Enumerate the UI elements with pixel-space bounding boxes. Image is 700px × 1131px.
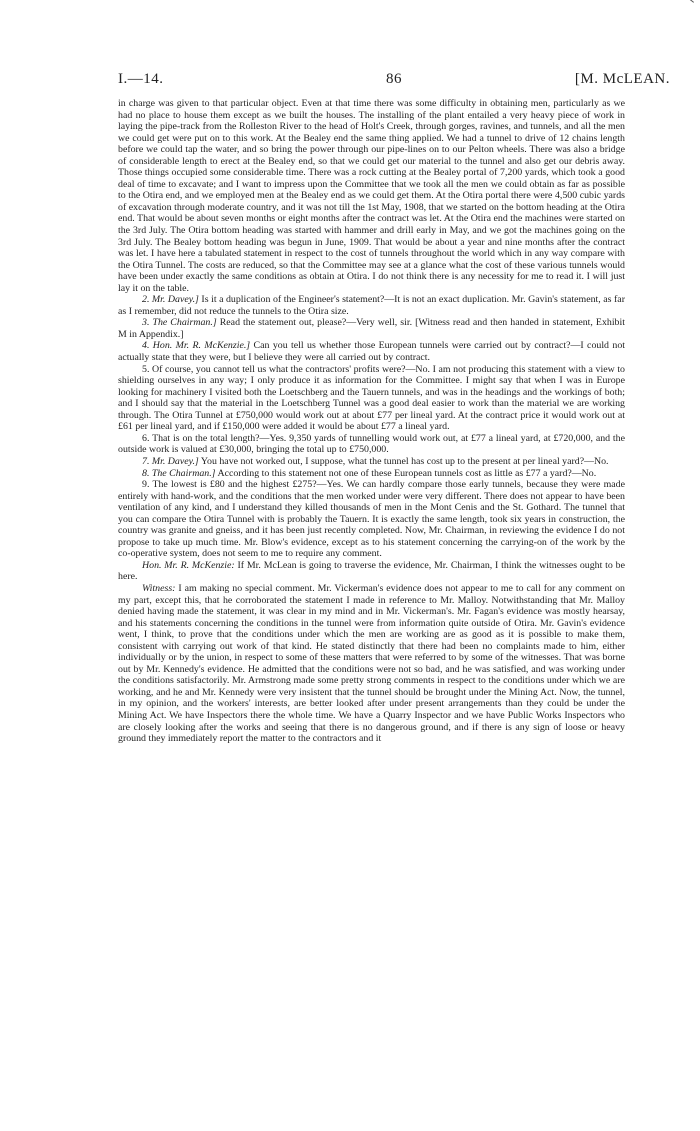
evidence-text [118,98,625,745]
paragraph: in charge was given to that particular object. Even at that time there was some difficulty in obtaining men, particularly as we had no place to house them except as we built the houses. The installing of the plant entailed a very heavy piece of work in laying the pipe-track from the Rolleston River to the head of Holt's Creek, through gorges, ravines, and tunnels, and all the men we could get were put on to this work. At the Bealey end the same thing applied. We had a tunnel to drive of 12 chains length before we could tap the water, and so bring the power through our pipe-lines on to our Pelton wheels. There was also a bridge of considerable length to erect at the Bealey end, so that we could get our material to the tunnel and also get our debris away. Those things occupied some considerable time. There was a rock cutting at the Bealey portal of 7,200 yards, which took a good deal of time to excavate; and I want to impress upon the Committee that we took all the men we could obtain as far as possible to the Otira end, and we employed men at the Bealey end as we could get them. At the Otira portal there were 4,500 cubic yards of excavation through moderate country, and it was not till the 1st May, 1908, that we started on the bottom heading at the Otira end. That would be about seven months or eight months after the contract was let. At the Otira end the machines were started on the 3rd July. The Otira bottom heading was started with hammer and drill early in May, and we got the machines going on the 3rd July. The Bealey bottom heading was begun in June, 1909. That would be about a year and nine months after the contract was let. I have here a tabulated statement in respect to the cost of tunnels throughout the world which in any way compare with the Otira Tunnel. The costs are reduced, so that the Committee may see at a glance what the cost of these various tunnels would have been under exactly the same conditions as obtain at Otira. I do not think there is any necessity for me to read it. I will just lay it on the table. [118,98,625,294]
page-header [118,71,670,91]
paragraph: Hon. Mr. R. McKenzie: If Mr. McLean is going to traverse the evidence, Mr. Chairman, I think the witnesses ought to be here. [118,559,625,583]
paragraph: 4. Hon. Mr. R. McKenzie.] Can you tell us whether those European tunnels were carried out by contract?—I could not actually state that they were, but I believe they were all carried out by contract. [118,340,625,364]
paragraph: 8. The Chairman.] According to this statement not one of these European tunnels cost as little as £77 a yard?—No. [142,467,597,479]
paragraph: Witness: I am making no special comment. Mr. Vickerman's evidence does not appear to me to call for any comment on my part, except this, that he corroborated the statement I made in reference to Mr. Malloy. Notwithstanding that Mr. Malloy denied having made the statement, it was clear in my mind and in Mr. Vickerman's. Mr. Fagan's evidence was mostly hearsay, and his statements concerning the conditions in the tunnel were from information quite outside of Otira. Mr. Gavin's evidence went, I think, to prove that the conditions under which the men are working are as good as it is possible to make them, consistent with carrying out work of that kind. He stated distinctly that there had been no complaints made to him, either individually or by the union, in respect to some of these matters that were referred to by some of the witnesses. That was borne out by Mr. Kennedy's evidence. He admitted that the conditions were not so bad, and he was satisfied, and was working under the conditions satisfactorily. Mr. Armstrong made some pretty strong comments in respect to the conditions under which we are working, and he and Mr. Kennedy were very insistent that the tunnel should be brought under the Mining Act. Now, the tunnel, in my opinion, and the workers' interests, are better looked after under present arrangements than they could be under the Mining Act. We have Inspectors there the whole time. We have a Quarry Inspector and we have Public Works Inspectors who are closely looking after the works and seeing that there is no dangerous ground, and if there is any sign of loose or heavy ground they immediately report the matter to the contractors and it [118,582,625,745]
paragraph: 3. The Chairman.] Read the statement out, please?—Very well, sir. [Witness read and then handed in statement, Exhibit M in Appendix.] [118,317,625,340]
speaker: 3. The Chairman.] [142,317,217,329]
report-reference: I.—14. [118,71,164,87]
paragraph: 7. Mr. Davey.] You have not worked out, I suppose, what the tunnel has cost up to the present at per lineal yard?—No. [142,455,609,467]
speaker: 8. The Chairman.] [142,467,216,479]
witness-name: [M. McLEAN. [574,71,670,87]
corner-scan-mark [660,0,694,17]
speaker: Witness: [142,582,176,594]
paragraph: 6. That is on the total length?—Yes. 9,350 yards of tunnelling would work out, at £77 a lineal yard, at £720,000, and the outside work is valued at £30,000, bringing the total up to £750,000. [118,432,625,456]
paragraph: 5. Of course, you cannot tell us what the contractors' profits were?—No. I am not producing this statement with a view to shielding ourselves in any way; I only produce it as information for the Committee. I might say that when I was in Europe looking for machinery I visited both the Loetschberg and the Tauern tunnels, and was in the headings and the workings of both; and I should say that the material in the Loetschberg Tunnel was a good deal easier to work than the material we are working through. The Otira Tunnel at £750,000 would work out at about £77 per lineal yard. At the contract price it would work out at £61 per lineal yard, and if £150,000 were added it would be about £77 a lineal yard. [118,363,625,433]
page-number: 86 [386,71,402,87]
speaker: 7. Mr. Davey.] [142,455,199,467]
paragraph: 2. Mr. Davey.] Is it a duplication of the Engineer's statement?—It is not an exact duplication. Mr. Gavin's statement, as far as I remember, did not reduce the tunnels to the Otira size. [118,294,625,317]
speaker: 2. Mr. Davey.] [142,294,199,306]
speaker: 4. Hon. Mr. R. McKenzie.] [142,340,251,352]
speaker: Hon. Mr. R. McKenzie: [142,559,235,571]
paragraph: 9. The lowest is £80 and the highest £275?—Yes. We can hardly compare those early tunnels, because they were made entirely with hand-work, and the conditions that the men worked under were very different. There does not appear to have been ventilation of any kind, and I understand they killed thousands of men in the Mont Cenis and the St. Gothard. The tunnel that you can compare the Otira Tunnel with is probably the Tauern. It is exactly the same length, took six years in construction, the country was granite and gneiss, and it has been just recently completed. Now, Mr. Chairman, in reviewing the evidence I do not propose to take up much time. Mr. Blow's evidence, except as to his statement concerning the carrying-on of the work by the co-operative system, does not seem to me to require any comment. [118,479,625,560]
